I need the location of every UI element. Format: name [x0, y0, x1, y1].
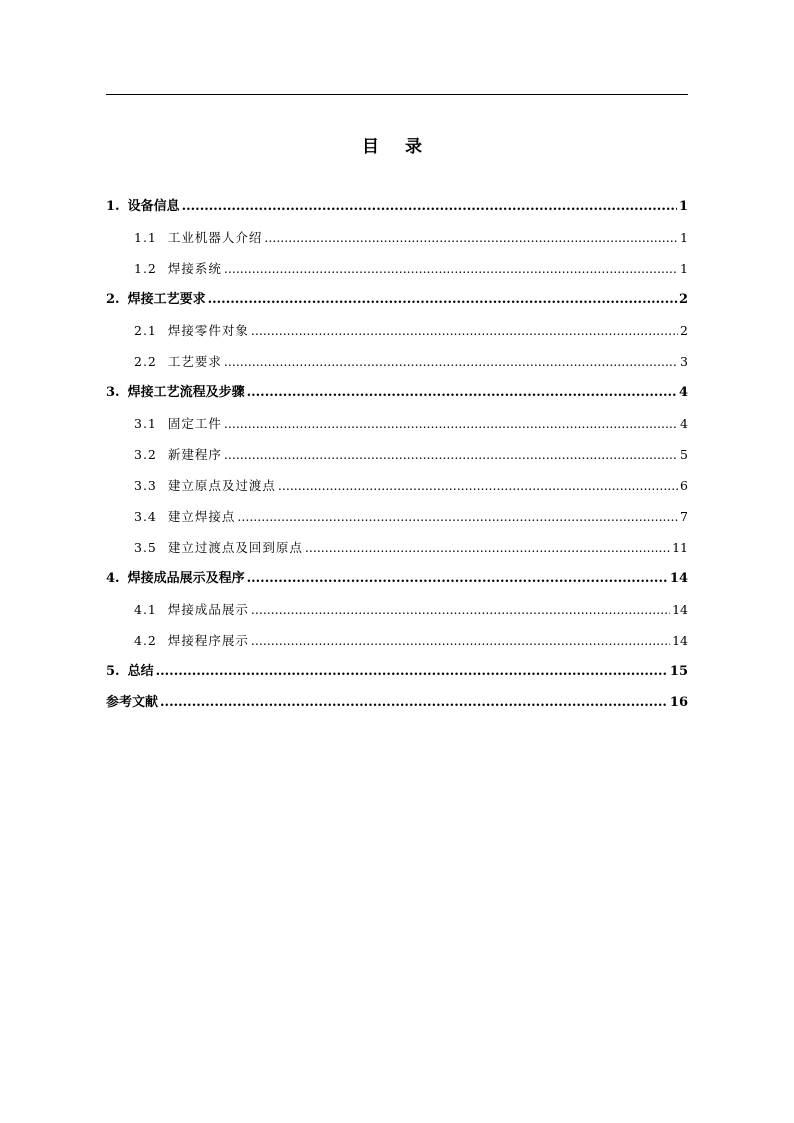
- toc-entry[interactable]: [106, 351, 688, 382]
- toc-list: [106, 196, 688, 723]
- dot-leader: [251, 630, 670, 652]
- toc-entry-page: 16: [669, 695, 688, 710]
- toc-entry-page: 11: [672, 540, 688, 555]
- toc-entry-page: 2: [680, 323, 688, 338]
- toc-entry-page: 3: [680, 354, 688, 369]
- toc-entry-page: 14: [672, 602, 688, 617]
- toc-entry-title: 工艺要求: [167, 354, 222, 369]
- toc-entry[interactable]: [106, 382, 688, 413]
- toc-entry-title: 焊接成品展示及程序: [127, 571, 245, 586]
- toc-entry[interactable]: [106, 196, 688, 227]
- toc-entry-title: 工业机器人介绍: [167, 230, 263, 245]
- toc-entry-number: 4.: [106, 571, 120, 586]
- toc-entry-page: 15: [669, 664, 688, 679]
- toc-entry[interactable]: [106, 289, 688, 320]
- toc-entry-title: 参考文献: [106, 695, 159, 710]
- toc-entry-number: 3.5: [134, 540, 157, 555]
- toc-entry[interactable]: [106, 568, 688, 599]
- toc-entry[interactable]: [106, 258, 688, 289]
- toc-entry-page: 5: [680, 447, 688, 462]
- toc-entry-title: 建立原点及过渡点: [167, 478, 276, 493]
- toc-entry-number: 3.3: [134, 478, 157, 493]
- toc-entry[interactable]: [106, 413, 688, 444]
- toc-entry-page: 1: [680, 230, 688, 245]
- toc-entry[interactable]: [106, 630, 688, 661]
- toc-entry[interactable]: [106, 320, 688, 351]
- dot-leader: [237, 506, 678, 528]
- page-title: 目 录: [362, 137, 432, 157]
- toc-entry-title: 焊接工艺流程及步骤: [127, 385, 245, 400]
- toc-entry-page: 4: [678, 385, 688, 400]
- dot-leader: [278, 475, 678, 497]
- toc-entry-number: 3.: [106, 385, 120, 400]
- toc-entry-title: 固定工件: [167, 416, 222, 431]
- toc-entry-title: 焊接工艺要求: [127, 292, 206, 307]
- toc-entry-number: 4.2: [134, 633, 157, 648]
- toc-entry[interactable]: [106, 661, 688, 692]
- toc-entry-title: 设备信息: [127, 199, 180, 214]
- toc-entry-number: 5.: [106, 664, 120, 679]
- toc-entry-number: 2.1: [134, 323, 157, 338]
- toc-entry-number: 2.: [106, 292, 120, 307]
- toc-entry-title: 焊接系统: [167, 261, 222, 276]
- dot-leader: [251, 320, 678, 342]
- toc-entry-page: 1: [678, 199, 688, 214]
- dot-leader: [160, 692, 668, 714]
- toc-entry-page: 7: [680, 509, 688, 524]
- toc-entry-page: 6: [680, 478, 688, 493]
- dot-leader: [264, 227, 678, 249]
- toc-entry-title: 焊接成品展示: [167, 602, 249, 617]
- toc-entry-number: 3.4: [134, 509, 157, 524]
- dot-leader: [305, 537, 670, 559]
- toc-entry-title: 焊接零件对象: [167, 323, 249, 338]
- toc-entry-page: 14: [669, 571, 688, 586]
- toc-entry-number: 1.: [106, 199, 120, 214]
- toc-entry-page: 1: [680, 261, 688, 276]
- toc-entry-title: 焊接程序展示: [167, 633, 249, 648]
- toc-entry-number: 4.1: [134, 602, 157, 617]
- toc-entry-page: 2: [678, 292, 688, 307]
- toc-entry-number: 1.2: [134, 261, 157, 276]
- toc-entry-number: 1.1: [134, 230, 157, 245]
- toc-entry-title: 新建程序: [167, 447, 222, 462]
- toc-entry[interactable]: [106, 444, 688, 475]
- toc-entry[interactable]: [106, 537, 688, 568]
- dot-leader: [182, 196, 677, 218]
- toc-entry[interactable]: [106, 692, 688, 723]
- dot-leader: [224, 413, 678, 435]
- dot-leader: [247, 568, 668, 590]
- toc-entry-page: 4: [680, 416, 688, 431]
- header-rule: [106, 94, 688, 95]
- dot-leader: [224, 444, 678, 466]
- toc-entry[interactable]: [106, 599, 688, 630]
- dot-leader: [247, 382, 677, 404]
- dot-leader: [156, 661, 668, 683]
- toc-entry-number: 3.1: [134, 416, 157, 431]
- dot-leader: [224, 258, 678, 280]
- toc-entry-number: 2.2: [134, 354, 157, 369]
- toc-entry-title: 建立焊接点: [167, 509, 236, 524]
- dot-leader: [208, 289, 677, 311]
- toc-entry-page: 14: [672, 633, 688, 648]
- toc-entry-title: 总结: [127, 664, 154, 679]
- toc-entry[interactable]: [106, 506, 688, 537]
- dot-leader: [251, 599, 670, 621]
- toc-entry-number: 3.2: [134, 447, 157, 462]
- toc-entry-title: 建立过渡点及回到原点: [167, 540, 303, 555]
- dot-leader: [224, 351, 678, 373]
- toc-entry[interactable]: [106, 475, 688, 506]
- toc-entry[interactable]: [106, 227, 688, 258]
